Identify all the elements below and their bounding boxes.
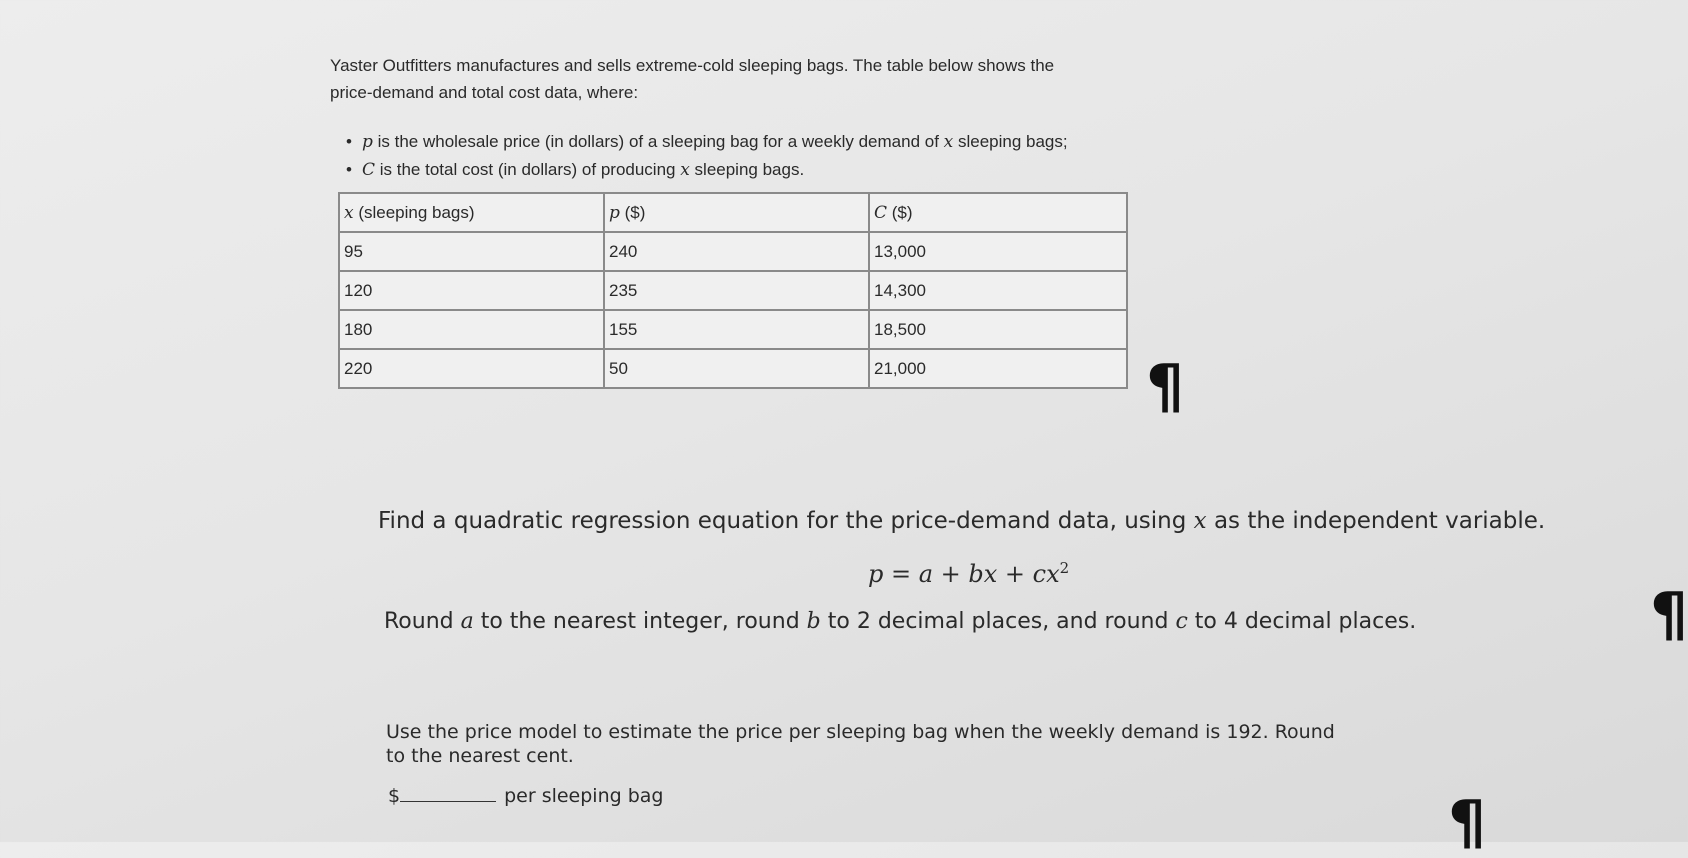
definition-p: • p is the wholesale price (in dollars) of a sleeping bag for a weekly demand of x sleeping bags; [346,128,1068,156]
estimate-question-line-2: to the nearest cent. [386,745,574,767]
cell-x: 120 [339,271,604,310]
cell-p: 50 [604,349,869,388]
table-row [339,349,1127,388]
price-cost-table [338,192,1128,389]
currency-symbol: $ [388,785,401,807]
intro-line-2: price-demand and total cost data, where: [330,83,639,102]
table-row [339,232,1127,271]
cell-x: 220 [339,349,604,388]
header-c: C ($) [869,193,1127,232]
table-row [339,310,1127,349]
intro-paragraph [330,52,1130,106]
estimate-question [386,720,1466,768]
answer-line [388,785,664,807]
table-row [339,271,1127,310]
definition-c: • C is the total cost (in dollars) of producing x sleeping bags. [346,156,1068,184]
cell-c: 14,300 [869,271,1127,310]
cell-c: 18,500 [869,310,1127,349]
header-p: p ($) [604,193,869,232]
cell-x: 95 [339,232,604,271]
cell-c: 21,000 [869,349,1127,388]
estimate-question-line-1: Use the price model to estimate the price per sleeping bag when the weekly demand is 192. Round [386,721,1335,743]
intro-line-1: Yaster Outfitters manufactures and sells extreme-cold sleeping bags. The table below shows the [330,56,1055,75]
rounding-instructions: Round a to the nearest integer, round b to 2 decimal places, and round c to 4 decimal places. [384,609,1417,634]
regression-question: Find a quadratic regression equation for the price-demand data, using x as the independent variable. [378,508,1546,534]
table-header-row [339,193,1127,232]
answer-unit: per sleeping bag [504,785,664,807]
cell-c: 13,000 [869,232,1127,271]
header-x: x (sleeping bags) [339,193,604,232]
answer-blank[interactable] [400,785,496,802]
pilcrow-mark: ¶ [1448,788,1487,858]
cell-x: 180 [339,310,604,349]
definitions-list [346,128,1068,184]
pilcrow-mark: ¶ [1650,580,1688,650]
cell-p: 240 [604,232,869,271]
quadratic-equation: p = a + bx + $cx^2$ [868,559,1070,588]
cell-p: 155 [604,310,869,349]
cell-p: 235 [604,271,869,310]
pilcrow-mark: ¶ [1146,352,1185,422]
